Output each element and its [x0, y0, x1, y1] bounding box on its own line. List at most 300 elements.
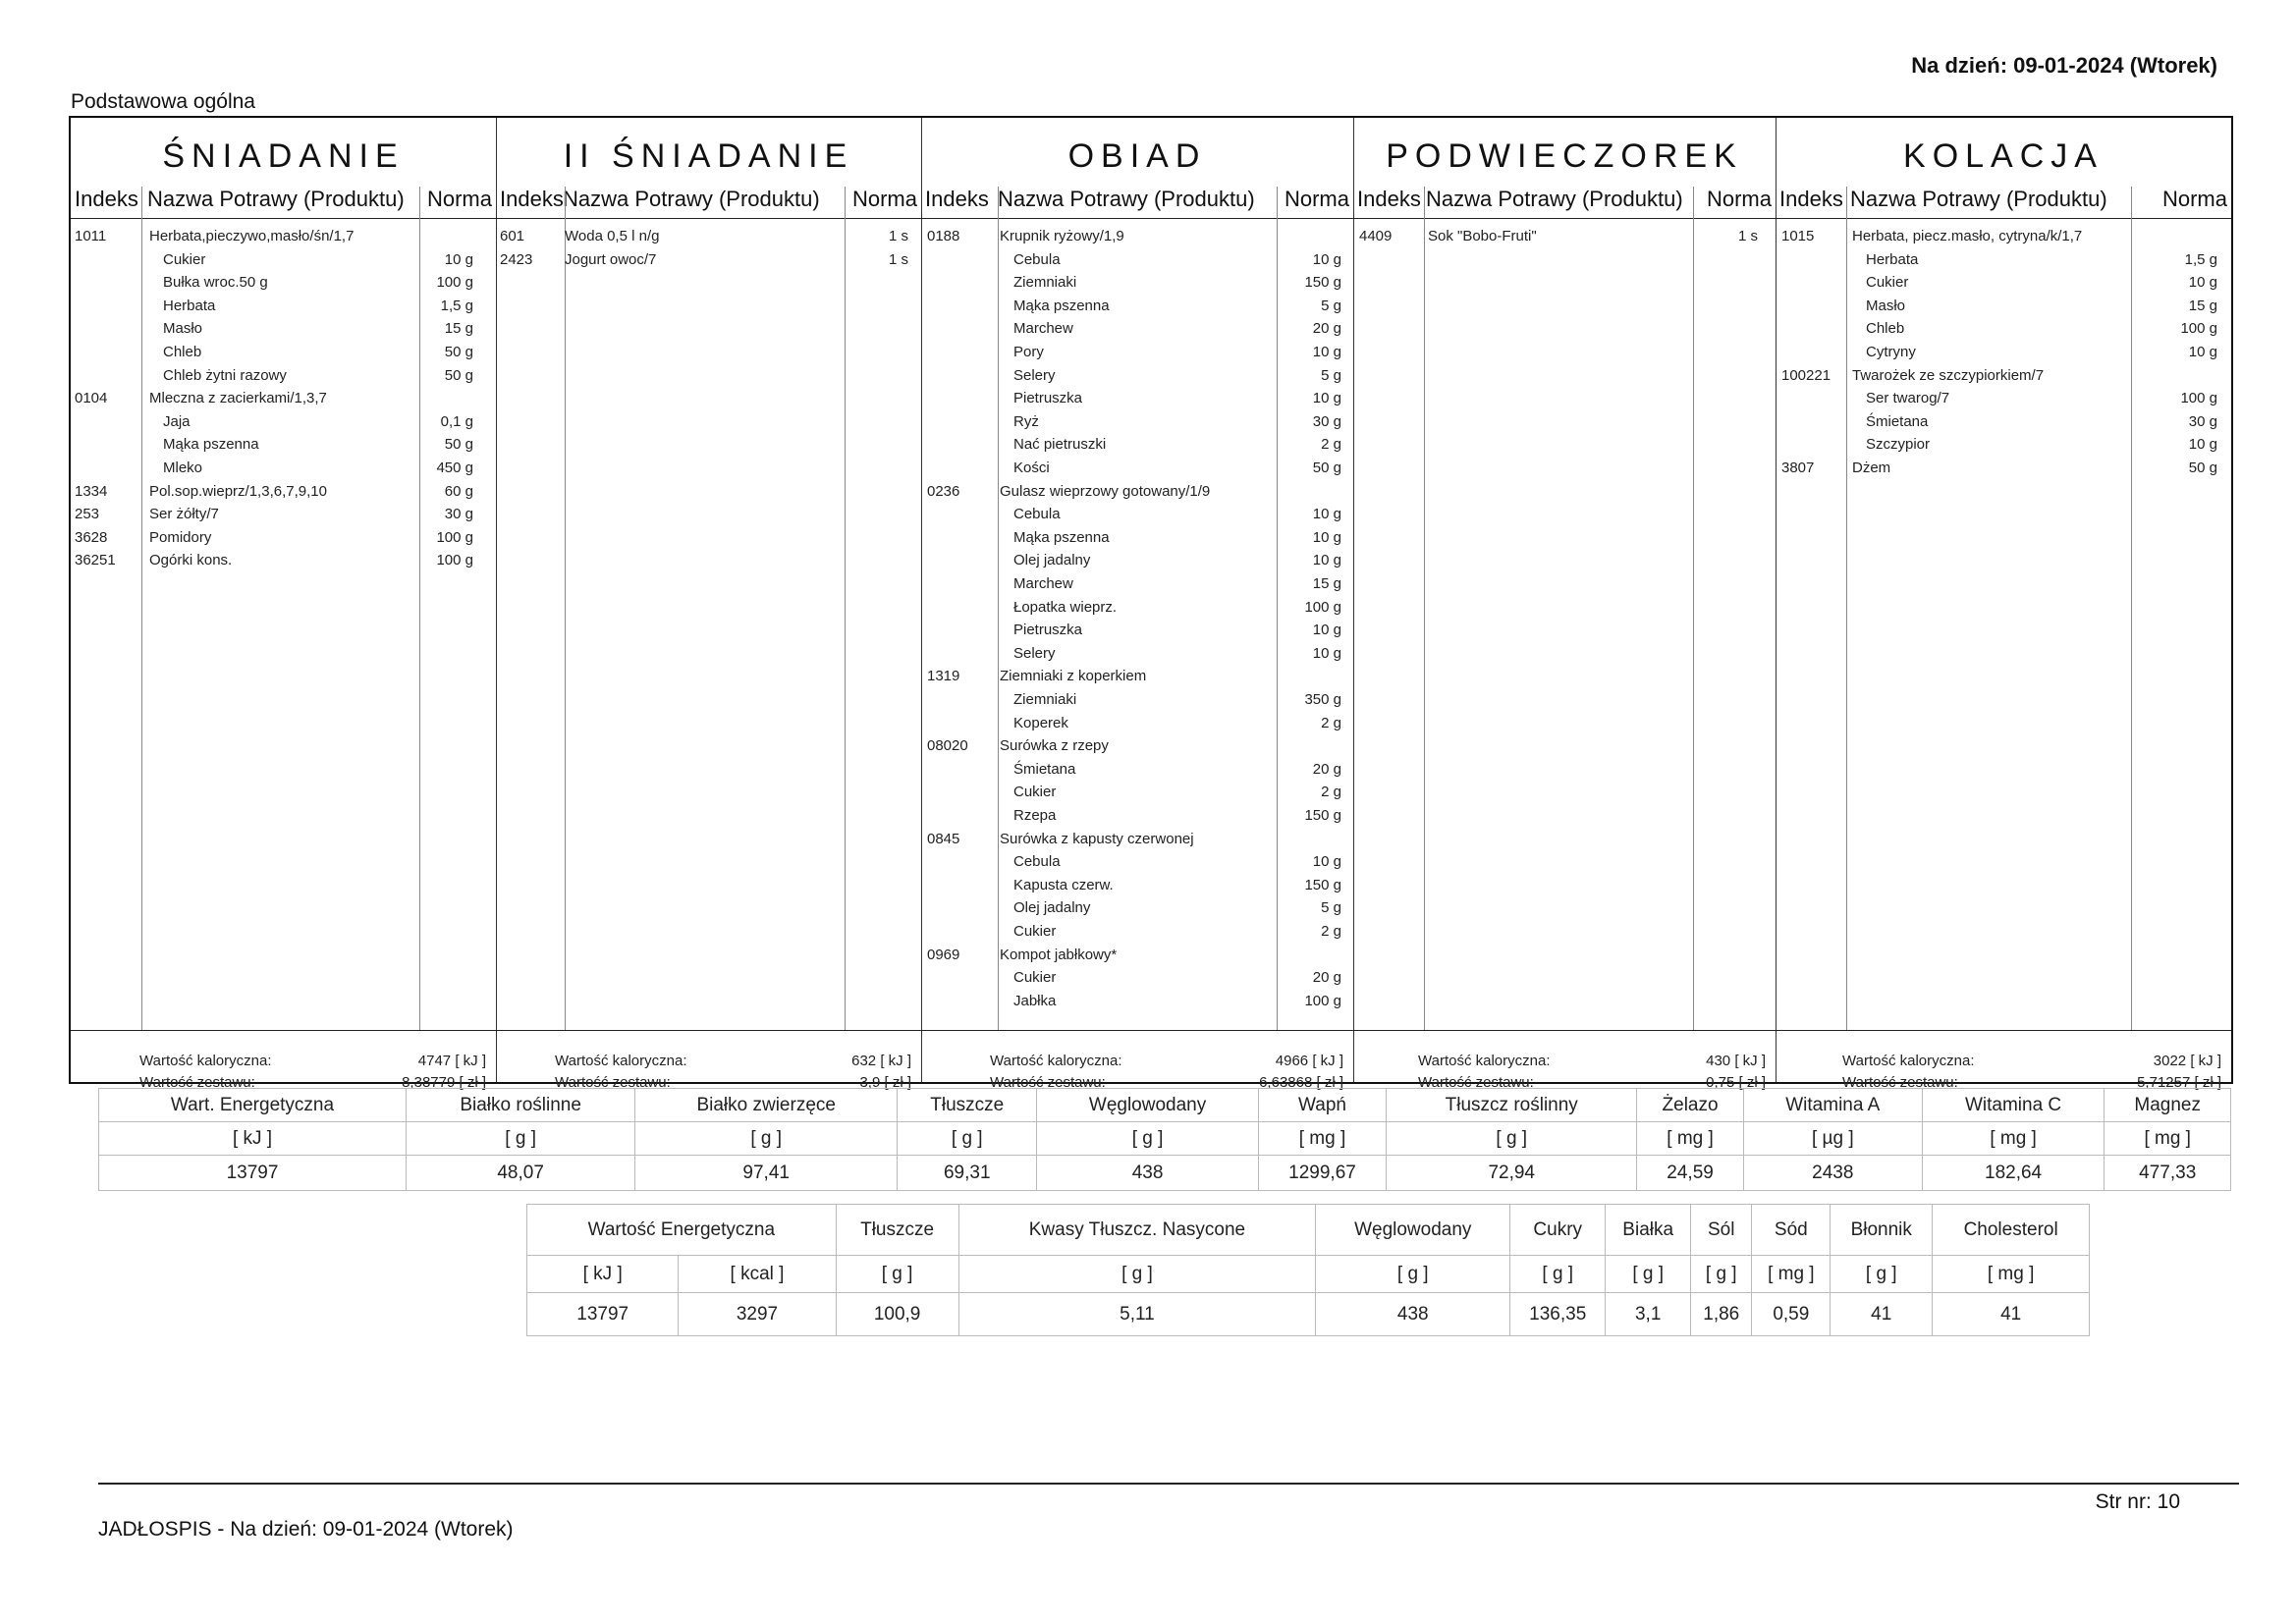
row-index: 1334: [75, 482, 108, 500]
row-index: 601: [500, 228, 525, 244]
nutrient2-name: Błonnik: [1831, 1205, 1933, 1256]
row-name: Pietruszka: [1013, 390, 1083, 407]
col-header-norm: Norma: [1706, 187, 1772, 211]
page-number: Str nr: 10: [2095, 1490, 2180, 1513]
plan-name: Podstawowa ogólna: [71, 90, 255, 113]
nutrient-name: Żelazo: [1637, 1089, 1744, 1122]
nutrient-name: Wapń: [1258, 1089, 1387, 1122]
meal-title: ŚNIADANIE: [162, 137, 405, 175]
menu-row: [921, 993, 1353, 1016]
row-norm: 50 g: [1312, 460, 1341, 476]
nutrient2-value: 1,86: [1691, 1293, 1752, 1336]
row-name: Cebula: [1013, 853, 1061, 871]
menu-row: [71, 483, 496, 507]
kcal-label: Wartość kaloryczna:: [555, 1053, 687, 1069]
nutrient-value: 69,31: [898, 1156, 1037, 1191]
row-name: Śmietana: [1866, 412, 1929, 430]
nutrient-value: 13797: [99, 1156, 407, 1191]
date-header: Na dzień: 09-01-2024 (Wtorek): [1911, 53, 2217, 78]
row-name: Woda 0,5 l n/g: [565, 228, 660, 244]
row-index: 36251: [75, 552, 116, 569]
menu-row: [1776, 320, 2231, 344]
meal-section-2: [921, 118, 1354, 1091]
row-norm: 10 g: [1312, 528, 1341, 546]
row-norm: 10 g: [2188, 274, 2217, 292]
row-norm: 150 g: [1304, 876, 1341, 893]
row-index: 100221: [1781, 366, 1831, 384]
nutrient2-unit: [ mg ]: [1933, 1256, 2090, 1293]
row-norm: 150 g: [1304, 274, 1341, 292]
energy-unit: [ kJ ]: [527, 1256, 679, 1293]
nutrient2-name: Cholesterol: [1933, 1205, 2090, 1256]
menu-row: [921, 436, 1353, 460]
nutrient-name: Białko zwierzęce: [635, 1089, 898, 1122]
menu-row: [921, 251, 1353, 275]
menu-row: [1776, 298, 2231, 321]
kcal-label: Wartość kaloryczna:: [139, 1053, 272, 1069]
header-rule: [1353, 218, 1776, 219]
set-label: Wartość zestawu:: [139, 1074, 255, 1091]
row-norm: 100 g: [2180, 320, 2217, 338]
row-norm: 2 g: [1321, 436, 1341, 454]
nutrient-unit: [ µg ]: [1743, 1122, 1922, 1156]
row-norm: 2 g: [1321, 923, 1341, 940]
row-index: 0969: [927, 946, 960, 963]
menu-row: [921, 899, 1353, 923]
menu-row: [921, 853, 1353, 877]
row-name: Ziemniaki z koperkiem: [1000, 668, 1147, 685]
nutrients-table-2: [526, 1204, 2090, 1336]
nutrient-value: 48,07: [407, 1156, 635, 1191]
row-name: Masło: [163, 320, 203, 338]
kcal-label: Wartość kaloryczna:: [1418, 1053, 1551, 1069]
row-index: 08020: [927, 737, 968, 755]
row-name: Cebula: [1013, 506, 1061, 523]
row-name: Olej jadalny: [1013, 552, 1091, 569]
meal-section-3: [1353, 118, 1777, 1091]
row-norm: 30 g: [2188, 412, 2217, 430]
row-norm: 5 g: [1321, 297, 1341, 314]
nutrient-unit: [ g ]: [898, 1122, 1037, 1156]
nutrient2-value: 41: [1933, 1293, 2090, 1336]
nutrient-name: Tłuszcz roślinny: [1387, 1089, 1637, 1122]
row-norm: 100 g: [1304, 992, 1341, 1009]
menu-row: [921, 923, 1353, 947]
column-rule: [845, 187, 846, 1031]
menu-row: [71, 413, 496, 437]
row-norm: 0,1 g: [440, 412, 473, 430]
menu-row: [71, 460, 496, 483]
row-name: Cukier: [1013, 784, 1057, 801]
menu-row: [921, 483, 1353, 507]
row-name: Jabłka: [1013, 992, 1057, 1009]
row-name: Surówka z kapusty czerwonej: [1000, 830, 1194, 847]
row-norm: 450 g: [436, 460, 473, 476]
col-header-name: Nazwa Potrawy (Produktu): [563, 187, 820, 211]
energy-label: Wartość Energetyczna: [527, 1205, 837, 1256]
col-header-index: Indeks: [1779, 187, 1843, 211]
row-norm: 100 g: [436, 552, 473, 569]
row-name: Szczypior: [1866, 436, 1931, 454]
col-header-index: Indeks: [1357, 187, 1421, 211]
nutrient2-unit: [ g ]: [958, 1256, 1316, 1293]
menu-row: [921, 320, 1353, 344]
row-name: Łopatka wieprz.: [1013, 598, 1118, 616]
set-value: 5,71257 [ zł ]: [2137, 1074, 2221, 1091]
energy-unit: [ kcal ]: [679, 1256, 836, 1293]
row-name: Ryż: [1013, 412, 1039, 430]
nutrient-value: 2438: [1743, 1156, 1922, 1191]
row-index: 1011: [75, 228, 107, 244]
row-name: Herbata: [163, 297, 216, 314]
row-norm: 10 g: [1312, 552, 1341, 569]
row-name: Cebula: [1013, 250, 1061, 268]
nutrient2-unit: [ g ]: [1606, 1256, 1691, 1293]
summary-rule: [71, 1030, 496, 1031]
menu-row: [71, 390, 496, 413]
row-norm: 10 g: [2188, 436, 2217, 454]
menu-row: [71, 228, 496, 251]
row-norm: 15 g: [2188, 297, 2217, 314]
menu-row: [921, 460, 1353, 483]
menu-row: [71, 506, 496, 529]
row-name: Krupnik ryżowy/1,9: [1000, 228, 1124, 244]
nutrient-value: 97,41: [635, 1156, 898, 1191]
nutrients-row-value: [99, 1156, 2231, 1191]
menu-row: [1776, 228, 2231, 251]
row-norm: 10 g: [1312, 622, 1341, 639]
row-norm: 100 g: [436, 528, 473, 546]
row-norm: 1 s: [888, 250, 908, 268]
row-name: Mleczna z zacierkami/1,3,7: [149, 390, 327, 407]
meal-section-0: [71, 118, 497, 1091]
menu-row: [921, 761, 1353, 784]
menu-row: [921, 668, 1353, 691]
row-norm: 100 g: [436, 274, 473, 292]
col-header-norm: Norma: [2161, 187, 2227, 211]
menu-row: [921, 715, 1353, 738]
header-rule: [496, 218, 921, 219]
nutrient-unit: [ g ]: [1037, 1122, 1258, 1156]
nutrients-row-unit: [99, 1122, 2231, 1156]
nutrient-value: 438: [1037, 1156, 1258, 1191]
col-header-norm: Norma: [426, 187, 492, 211]
row-name: Pory: [1013, 344, 1044, 360]
nutrient2-value: 100,9: [836, 1293, 958, 1336]
kcal-label: Wartość kaloryczna:: [990, 1053, 1122, 1069]
menu-row: [71, 552, 496, 575]
row-name: Selery: [1013, 644, 1056, 662]
row-name: Cukier: [1866, 274, 1909, 292]
row-name: Gulasz wieprzowy gotowany/1/9: [1000, 482, 1211, 500]
menu-row: [921, 807, 1353, 831]
nutrient2-unit: [ g ]: [836, 1256, 958, 1293]
meal-title: PODWIECZOREK: [1386, 137, 1743, 175]
menu-row: [921, 877, 1353, 900]
meal-title: KOLACJA: [1903, 137, 2104, 175]
row-norm: 30 g: [444, 506, 473, 523]
menu-row: [921, 228, 1353, 251]
set-label: Wartość zestawu:: [1842, 1074, 1958, 1091]
nutrient-unit: [ mg ]: [1637, 1122, 1744, 1156]
nutrient2-name: Sód: [1752, 1205, 1831, 1256]
row-index: 4409: [1359, 228, 1393, 244]
row-index: 2423: [500, 250, 533, 268]
row-name: Cytryny: [1866, 344, 1916, 360]
row-norm: 20 g: [1312, 969, 1341, 987]
col-header-norm: Norma: [1284, 187, 1349, 211]
menu-row: [921, 506, 1353, 529]
menu-row: [1776, 413, 2231, 437]
row-name: Bułka wroc.50 g: [163, 274, 268, 292]
column-rule: [1693, 187, 1694, 1031]
nutrient-value: 24,59: [1637, 1156, 1744, 1191]
nutrient2-unit: [ g ]: [1691, 1256, 1752, 1293]
menu-row: [71, 344, 496, 367]
menu-row: [71, 529, 496, 553]
nutrient-name: Wart. Energetyczna: [99, 1089, 407, 1122]
row-name: Mąka pszenna: [1013, 297, 1110, 314]
row-name: Surówka z rzepy: [1000, 737, 1109, 755]
nutrient2-name: Tłuszcze: [836, 1205, 958, 1256]
row-name: Ziemniaki: [1013, 274, 1077, 292]
nutrient-name: Witamina C: [1922, 1089, 2105, 1122]
set-value: 0,75 [ zł ]: [1706, 1074, 1766, 1091]
menu-row: [71, 436, 496, 460]
kcal-value: 3022 [ kJ ]: [2153, 1053, 2221, 1069]
row-norm: 30 g: [1312, 412, 1341, 430]
row-norm: 1 s: [1737, 228, 1758, 244]
kcal-value: 4966 [ kJ ]: [1275, 1053, 1343, 1069]
menu-row: [921, 575, 1353, 599]
nutrient-unit: [ mg ]: [1258, 1122, 1387, 1156]
row-name: Jogurt owoc/7: [565, 250, 657, 268]
kcal-label: Wartość kaloryczna:: [1842, 1053, 1975, 1069]
menu-row: [921, 390, 1353, 413]
summary-rule: [496, 1030, 921, 1031]
row-norm: 10 g: [1312, 344, 1341, 360]
row-index: 1015: [1781, 228, 1815, 244]
row-norm: 10 g: [1312, 506, 1341, 523]
row-norm: 15 g: [1312, 575, 1341, 592]
col-header-norm: Norma: [851, 187, 917, 211]
row-name: Mleko: [163, 460, 203, 476]
nutrient2-unit: [ g ]: [1316, 1256, 1510, 1293]
row-norm: 100 g: [2180, 390, 2217, 407]
menu-row: [921, 969, 1353, 993]
menu-row: [921, 344, 1353, 367]
row-name: Marchew: [1013, 575, 1073, 592]
row-name: Kości: [1013, 460, 1050, 476]
row-norm: 1 s: [888, 228, 908, 244]
row-name: Pol.sop.wieprz/1,3,6,7,9,10: [149, 482, 327, 500]
row-name: Mąka pszenna: [163, 436, 259, 454]
col-header-name: Nazwa Potrawy (Produktu): [998, 187, 1255, 211]
menu-row: [921, 274, 1353, 298]
row-index: 3628: [75, 528, 108, 546]
row-norm: 5 g: [1321, 899, 1341, 917]
nutrient-unit: [ g ]: [407, 1122, 635, 1156]
row-index: 0188: [927, 228, 960, 244]
col-header-index: Indeks: [500, 187, 564, 211]
row-index: 253: [75, 506, 100, 523]
menu-row: [1776, 274, 2231, 298]
column-rule: [1424, 187, 1425, 1031]
nutrient2-unit: [ g ]: [1510, 1256, 1606, 1293]
menu-row: [1353, 228, 1776, 251]
menu-row: [71, 251, 496, 275]
row-norm: 60 g: [444, 482, 473, 500]
row-index: 1319: [927, 668, 960, 685]
row-name: Rzepa: [1013, 807, 1057, 824]
menu-row: [921, 552, 1353, 575]
nutrient2-name: Sól: [1691, 1205, 1752, 1256]
nutrient2-name: Węglowodany: [1316, 1205, 1510, 1256]
row-name: Pomidory: [149, 528, 212, 546]
header-rule: [921, 218, 1353, 219]
row-name: Sok "Bobo-Fruti": [1428, 228, 1537, 244]
menu-row: [1776, 344, 2231, 367]
menu-row: [921, 367, 1353, 391]
menu-row: [71, 320, 496, 344]
row-name: Selery: [1013, 366, 1056, 384]
meal-title: II ŚNIADANIE: [563, 137, 854, 175]
row-index: 0845: [927, 830, 960, 847]
menu-row: [921, 947, 1353, 970]
footer-left: JADŁOSPIS - Na dzień: 09-01-2024 (Wtorek): [98, 1518, 514, 1541]
row-name: Kapusta czerw.: [1013, 876, 1114, 893]
menu-row: [921, 413, 1353, 437]
row-name: Herbata: [1866, 250, 1919, 268]
row-norm: 1,5 g: [440, 297, 473, 314]
nutrient-value: 477,33: [2105, 1156, 2231, 1191]
menu-row: [921, 599, 1353, 622]
menu-row: [921, 784, 1353, 807]
nutrient-unit: [ mg ]: [1922, 1122, 2105, 1156]
menu-row: [921, 529, 1353, 553]
nutrient2-value: 136,35: [1510, 1293, 1606, 1336]
nutrients-table-1: [98, 1088, 2231, 1191]
row-name: Twarożek ze szczypiorkiem/7: [1852, 366, 2045, 384]
nutrient-unit: [ kJ ]: [99, 1122, 407, 1156]
header-rule: [71, 218, 496, 219]
menu-row: [1776, 251, 2231, 275]
nutrient2-unit: [ g ]: [1831, 1256, 1933, 1293]
row-norm: 15 g: [444, 320, 473, 338]
row-name: Jaja: [163, 412, 191, 430]
row-norm: 2 g: [1321, 714, 1341, 731]
nutrient-value: 182,64: [1922, 1156, 2105, 1191]
menu-row: [1776, 460, 2231, 483]
energy-value: 13797: [527, 1293, 679, 1336]
nutrient2-value: 0,59: [1752, 1293, 1831, 1336]
nutrient-value: 1299,67: [1258, 1156, 1387, 1191]
nutrient-name: Magnez: [2105, 1089, 2231, 1122]
row-norm: 50 g: [444, 436, 473, 454]
menu-row: [1776, 436, 2231, 460]
summary-rule: [921, 1030, 1353, 1031]
menu-row: [921, 737, 1353, 761]
row-name: Koperek: [1013, 714, 1068, 731]
menu-table: [69, 116, 2233, 1091]
row-norm: 50 g: [444, 366, 473, 384]
set-label: Wartość zestawu:: [1418, 1074, 1534, 1091]
summary-rule: [1776, 1030, 2231, 1031]
nutrient2-name: Cukry: [1510, 1205, 1606, 1256]
nutrient-unit: [ g ]: [1387, 1122, 1637, 1156]
row-norm: 10 g: [1312, 644, 1341, 662]
row-index: 0236: [927, 482, 960, 500]
nutrient-unit: [ g ]: [635, 1122, 898, 1156]
row-norm: 5 g: [1321, 366, 1341, 384]
row-name: Herbata, piecz.masło, cytryna/k/1,7: [1852, 228, 2083, 244]
row-index: 0104: [75, 390, 108, 407]
set-value: 8,38779 [ zł ]: [402, 1074, 486, 1091]
row-name: Cukier: [163, 250, 206, 268]
menu-row: [921, 645, 1353, 669]
row-name: Ser twarog/7: [1866, 390, 1950, 407]
row-name: Nać pietruszki: [1013, 436, 1107, 454]
row-name: Dżem: [1852, 460, 1891, 476]
row-index: 3807: [1781, 460, 1815, 476]
nutrient2-value: 5,11: [958, 1293, 1316, 1336]
col-header-index: Indeks: [75, 187, 138, 211]
nutrients-row-name: [99, 1089, 2231, 1122]
nutrient2-name: Białka: [1606, 1205, 1691, 1256]
menu-row: [496, 228, 921, 251]
row-norm: 100 g: [1304, 598, 1341, 616]
col-header-name: Nazwa Potrawy (Produktu): [1426, 187, 1683, 211]
menu-row: [1776, 367, 2231, 391]
col-header-name: Nazwa Potrawy (Produktu): [147, 187, 405, 211]
energy-value: 3297: [679, 1293, 836, 1336]
nutrient-name: Tłuszcze: [898, 1089, 1037, 1122]
row-name: Kompot jabłkowy*: [1000, 946, 1118, 963]
menu-row: [921, 691, 1353, 715]
nutrients2-header-row: [527, 1205, 2090, 1256]
column-rule: [565, 187, 566, 1031]
row-norm: 10 g: [1312, 250, 1341, 268]
footer-rule: [98, 1483, 2239, 1485]
row-name: Śmietana: [1013, 760, 1076, 778]
row-norm: 1,5 g: [2184, 250, 2217, 268]
nutrient-name: Witamina A: [1743, 1089, 1922, 1122]
row-name: Herbata,pieczywo,masło/śn/1,7: [149, 228, 355, 244]
header-rule: [1776, 218, 2231, 219]
row-name: Ogórki kons.: [149, 552, 233, 569]
nutrient2-value: 41: [1831, 1293, 1933, 1336]
kcal-value: 4747 [ kJ ]: [417, 1053, 486, 1069]
row-norm: 10 g: [1312, 390, 1341, 407]
row-norm: 20 g: [1312, 760, 1341, 778]
menu-row: [1776, 390, 2231, 413]
row-name: Mąka pszenna: [1013, 528, 1110, 546]
menu-row: [71, 298, 496, 321]
row-name: Chleb: [163, 344, 202, 360]
menu-row: [921, 298, 1353, 321]
nutrient2-name: Kwasy Tłuszcz. Nasycone: [958, 1205, 1316, 1256]
row-norm: 20 g: [1312, 320, 1341, 338]
row-norm: 2 g: [1321, 784, 1341, 801]
row-norm: 50 g: [444, 344, 473, 360]
row-norm: 50 g: [2188, 460, 2217, 476]
set-label: Wartość zestawu:: [555, 1074, 671, 1091]
nutrient-unit: [ mg ]: [2105, 1122, 2231, 1156]
nutrients2-unit-row: [527, 1256, 2090, 1293]
kcal-value: 632 [ kJ ]: [851, 1053, 911, 1069]
nutrients2-value-row: [527, 1293, 2090, 1336]
menu-row: [71, 274, 496, 298]
